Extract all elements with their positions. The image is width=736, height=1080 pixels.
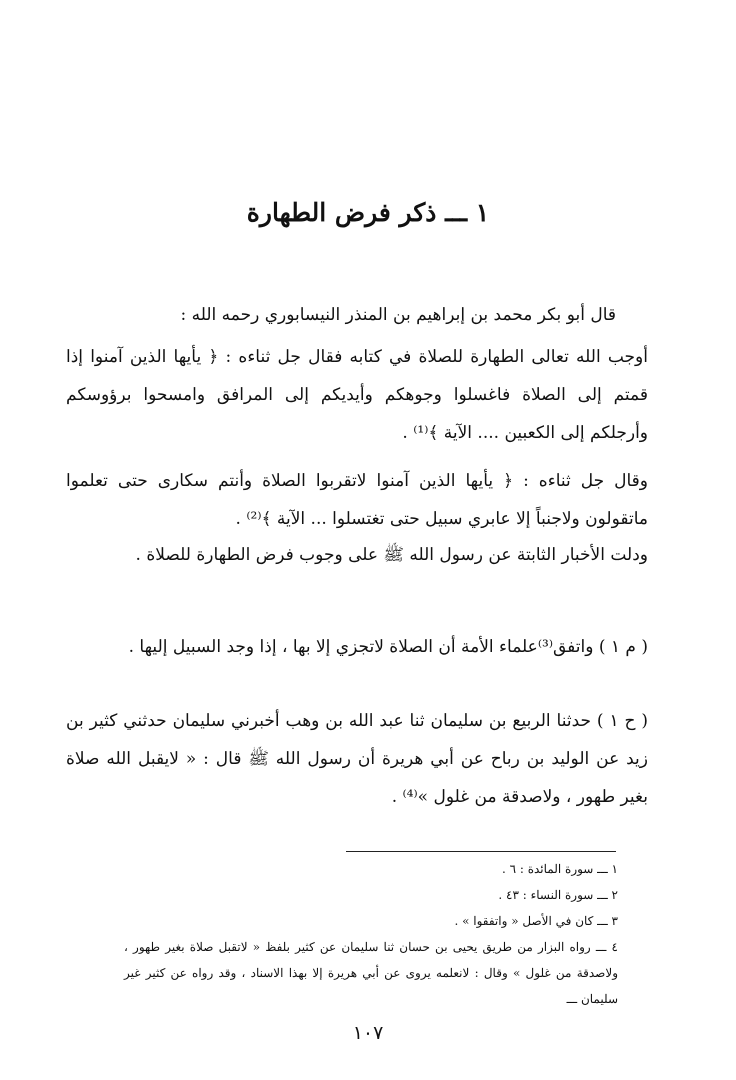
footnote-divider xyxy=(346,851,616,852)
footnote-4: ٤ ـــ رواه البزار من طريق يحيى بن حسان ثنا سليمان عن كثير بلفظ « لاتقبل صلاة بغير طهور ، ولاصدقة من غلول » وقال : لانعلمه يروى عن أبي هريرة إلا بهذا الاسناد ، وقد رواه عن كثير غير سليمان ـــ xyxy=(124,940,618,1006)
paragraph-akhbar: ودلت الأخبار الثابتة عن رسول الله ﷺ على وجوب فرض الطهارة للصلاة . xyxy=(135,545,648,565)
footnote-2: ٢ ـــ سورة النساء : ٤٣ . xyxy=(498,888,618,902)
footnote-1: ١ ـــ سورة المائدة : ٦ . xyxy=(501,862,618,876)
paragraph-quran-maidah: أوجب الله تعالى الطهارة للصلاة في كتابه فقال جل ثناءه : ﴿ يأيها الذين آمنوا إذا قمتم إلى الصلاة فاغسلوا وجوهكم وأيديكم إلى المرافق وامسحوا برؤوسكم وأرجلكم إلى الكعبين .... الآية ﴾⁽¹⁾ . xyxy=(66,347,648,443)
footnote-3: ٣ ـــ كان في الأصل « واتفقوا » . xyxy=(454,914,618,928)
chapter-title: ١ ـــ ذكر فرض الطهارة xyxy=(246,198,490,227)
paragraph-ijma: ( م ١ ) واتفق⁽³⁾علماء الأمة أن الصلاة لاتجزي إلا بها ، إذا وجد السبيل إليها . xyxy=(128,637,648,657)
paragraph-quran-nisa: وقال جل ثناءه : ﴿ يأيها الذين آمنوا لاتقربوا الصلاة وأنتم سكارى حتى تعلموا ماتقولون ولاجنباً إلا عابري سبيل حتى تغتسلوا ... الآية ﴾⁽²⁾ . xyxy=(66,471,648,529)
page-number: ١٠٧ xyxy=(352,1022,384,1044)
author-intro: قال أبو بكر محمد بن إبراهيم بن المنذر النيسابوري رحمه الله : xyxy=(180,305,616,325)
footnotes xyxy=(124,856,618,1012)
paragraph-hadith: ( ح ١ ) حدثنا الربيع بن سليمان ثنا عبد الله بن وهب أخبرني سليمان حدثني كثير بن زيد عن الوليد بن رباح عن أبي هريرة أن رسول الله ﷺ قال : « لايقبل الله صلاة بغير طهور ، ولاصدقة من غلول »⁽⁴⁾ . xyxy=(66,711,648,807)
